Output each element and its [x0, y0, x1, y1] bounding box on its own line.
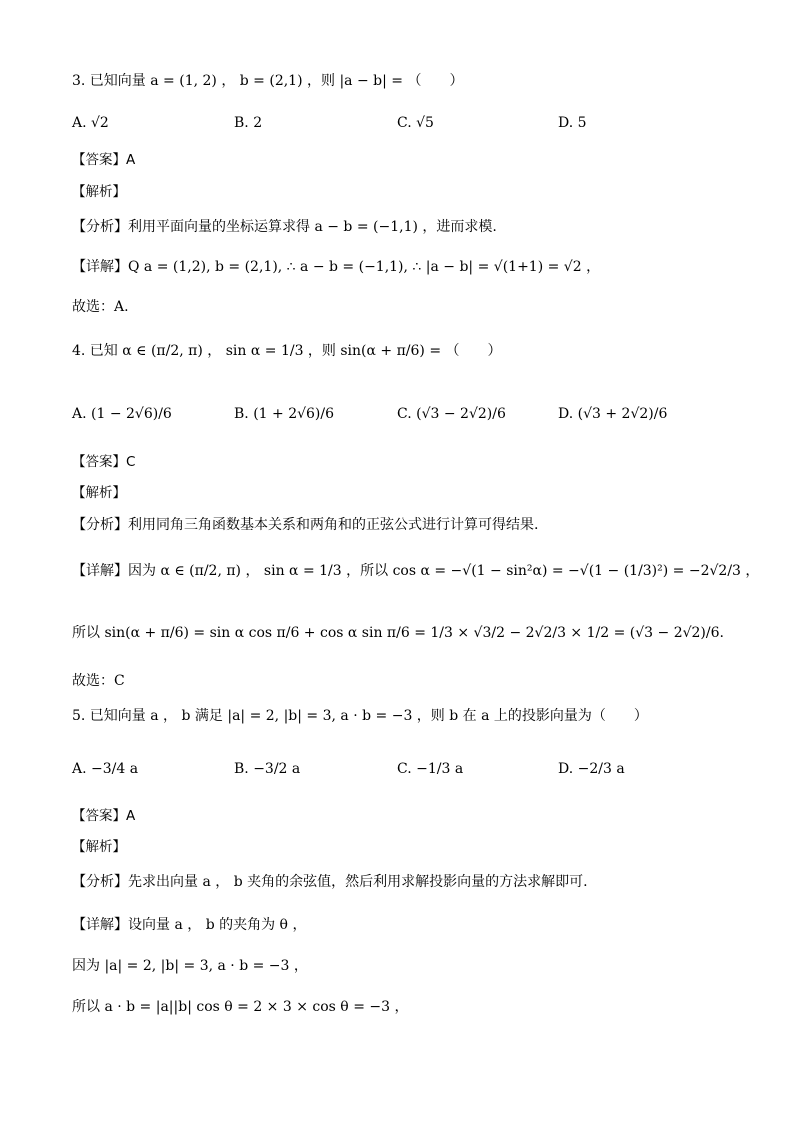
q5-stem: 5. 已知向量 a ， b 满足 |a| = 2, |b| = 3, a · b = −3 ，则 b 在 a 上的投影向量为（ ） — [72, 708, 648, 724]
q5-answer: 【答案】A — [72, 808, 136, 824]
q4-analysis-heading: 【解析】 — [72, 485, 126, 501]
q3-option-a: A. √2 — [72, 115, 109, 131]
q3-analysis-heading: 【解析】 — [72, 184, 126, 200]
q5-option-b: B. −3/2 a — [234, 761, 301, 777]
q4-stem: 4. 已知 α ∈ (π/2, π) ， sin α = 1/3 ，则 sin(α + π/6) = （ ） — [72, 343, 502, 359]
q5-xiangjie: 【详解】设向量 a ， b 的夹角为 θ ， — [72, 917, 307, 933]
q5-fenxi: 【分析】先求出向量 a ， b 夹角的余弦值，然后利用求解投影向量的方法求解即可. — [72, 874, 588, 890]
q4-option-c: C. (√3 − 2√2)/6 — [397, 406, 506, 422]
q3-fenxi: 【分析】利用平面向量的坐标运算求得 a − b = (−1,1) ，进而求模. — [72, 219, 497, 235]
q3-option-d: D. 5 — [558, 115, 587, 131]
q5-option-c: C. −1/3 a — [397, 761, 464, 777]
q4-answer: 【答案】C — [72, 454, 136, 470]
q4-xiangjie-line2: 所以 sin(α + π/6) = sin α cos π/6 + cos α sin π/6 = 1/3 × √3/2 − 2√2/3 × 1/2 = (√3 − 2√2)/6. — [72, 625, 724, 641]
q4-option-d: D. (√3 + 2√2)/6 — [558, 406, 668, 422]
q5-option-a: A. −3/4 a — [72, 761, 139, 777]
q3-stem: 3. 已知向量 a = (1, 2) ， b = (2,1) ，则 |a − b| = （ ） — [72, 73, 464, 89]
q3-option-b: B. 2 — [234, 115, 263, 131]
q4-fenxi: 【分析】利用同角三角函数基本关系和两角和的正弦公式进行计算可得结果. — [72, 517, 539, 533]
q5-option-d: D. −2/3 a — [558, 761, 625, 777]
q3-option-c: C. √5 — [397, 115, 434, 131]
q5-xiangjie-line3: 所以 a · b = |a||b| cos θ = 2 × 3 × cos θ = −3 ， — [72, 999, 409, 1015]
q3-answer: 【答案】A — [72, 152, 136, 168]
q4-option-b: B. (1 + 2√6)/6 — [234, 406, 335, 422]
q4-option-a: A. (1 − 2√6)/6 — [72, 406, 172, 422]
q3-xiangjie: 【详解】Q a = (1,2), b = (2,1), ∴ a − b = (−1,1), ∴ |a − b| = √(1+1) = √2 ， — [72, 259, 601, 275]
q5-xiangjie-line2: 因为 |a| = 2, |b| = 3, a · b = −3 ， — [72, 958, 308, 974]
q4-xiangjie-line1: 【详解】因为 α ∈ (π/2, π) ， sin α = 1/3 ，所以 cos α = −√(1 − sin²α) = −√(1 − (1/3)²) = −2√2/3 ， — [72, 563, 760, 579]
q5-analysis-heading: 【解析】 — [72, 839, 126, 855]
q3-conclusion: 故选：A. — [72, 299, 129, 315]
q4-conclusion: 故选：C — [72, 673, 125, 689]
